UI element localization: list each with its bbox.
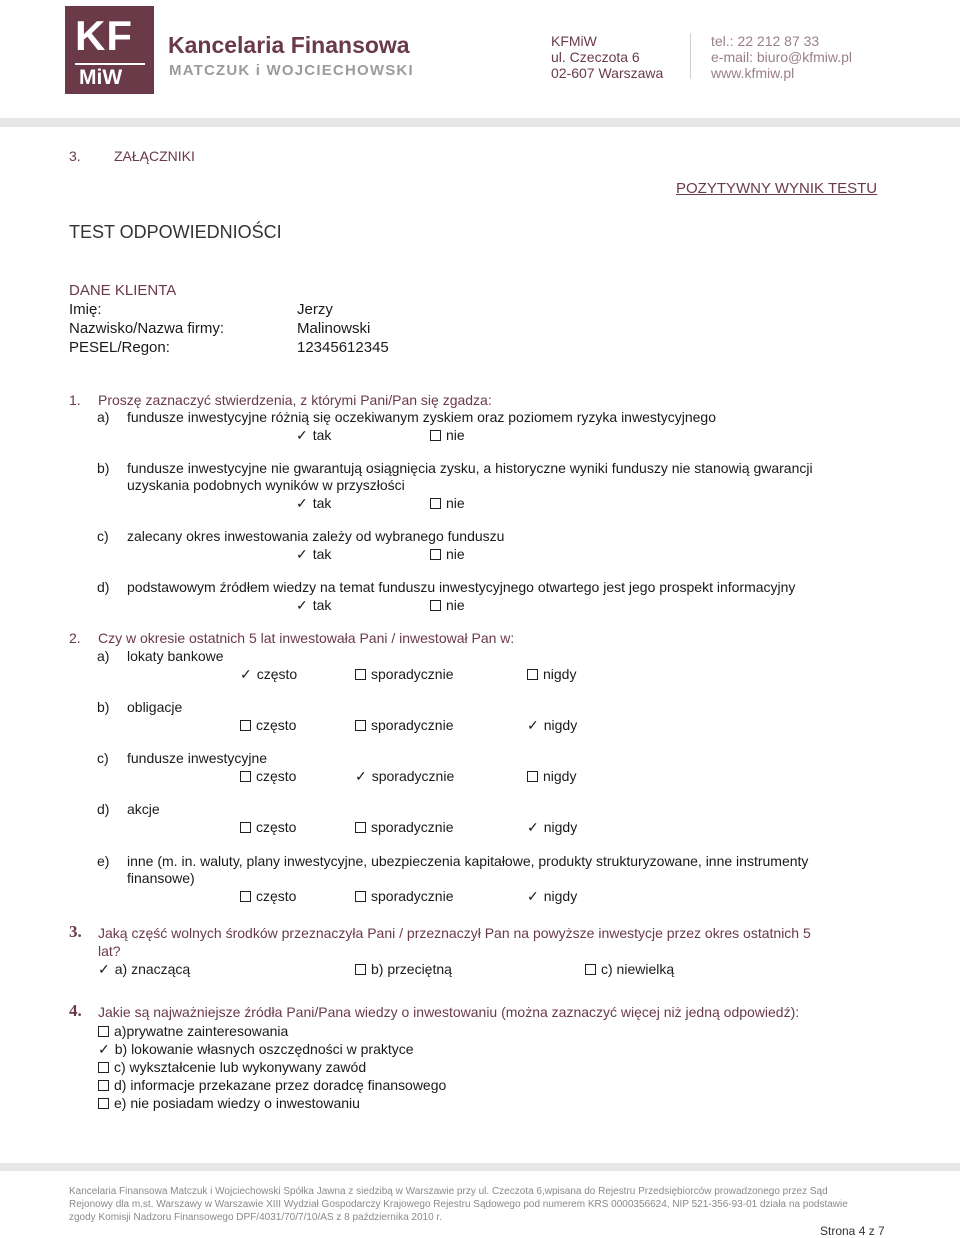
- q2-option-label: nigdy: [543, 666, 577, 682]
- q2-option-label: nigdy: [543, 819, 578, 835]
- checkbox-empty-icon[interactable]: [430, 549, 441, 560]
- contact-www[interactable]: www.kfmiw.pl: [711, 65, 795, 81]
- test-result: POZYTYWNY WYNIK TESTU: [676, 180, 878, 197]
- header-address: [551, 33, 663, 81]
- q1-option-yes-label: tak: [312, 427, 332, 443]
- checkbox-empty-icon[interactable]: [240, 720, 251, 731]
- q1-option-no-label: nie: [446, 597, 465, 613]
- q2-item-letter: b): [97, 699, 110, 715]
- checkmark-icon[interactable]: ✓: [296, 597, 308, 613]
- checkmark-icon[interactable]: ✓: [527, 717, 539, 733]
- q1-option-yes-label: tak: [312, 495, 332, 511]
- q2-option-label: często: [256, 666, 298, 682]
- q2-option[interactable]: [240, 768, 296, 784]
- q1-item-letter: a): [97, 409, 110, 425]
- q1-item-text: zalecany okres inwestowania zależy od wybranego funduszu: [127, 528, 505, 544]
- footer-line-1: Kancelaria Finansowa Matczuk i Wojciechowski Spółka Jawna z siedzibą w Warszawie przy ul. Czeczota 6,wpisana do Rejestru Przedsiębiorców prowadzonego przez Sąd: [69, 1186, 828, 1197]
- checkbox-empty-icon[interactable]: [355, 720, 366, 731]
- checkbox-empty-icon[interactable]: [430, 430, 441, 441]
- q1-text: Proszę zaznaczyć stwierdzenia, z którymi Pani/Pan się zgadza:: [98, 392, 492, 408]
- q4-option-label: d) informacje przekazane przez doradcę finansowego: [114, 1077, 447, 1093]
- checkbox-empty-icon[interactable]: [430, 498, 441, 509]
- footer-line-2: Rejonowy dla m.st. Warszawy w Warszawie XIII Wydział Gospodarczy Krajowego Rejestru Sądowego pod numerem KRS 0000356624, NIP 521-356-93-01 działa na podstawie: [69, 1199, 848, 1210]
- q2-option-label: nigdy: [543, 717, 578, 733]
- q2-option[interactable]: [355, 888, 454, 904]
- client-surname-value: Malinowski: [297, 320, 371, 337]
- company-name: Kancelaria Finansowa: [168, 32, 410, 58]
- q4-option[interactable]: [98, 1077, 446, 1093]
- client-name-value: Jerzy: [297, 301, 333, 318]
- q2-item-text: lokaty bankowe: [127, 648, 224, 664]
- q4-option-label: b) lokowanie własnych oszczędności w praktyce: [114, 1041, 414, 1057]
- checkbox-empty-icon[interactable]: [98, 1026, 109, 1037]
- q4-option[interactable]: [98, 1023, 288, 1039]
- q2-option-label: często: [256, 888, 297, 904]
- checkbox-empty-icon[interactable]: [355, 891, 366, 902]
- q4-option-label: e) nie posiadam wiedzy o inwestowaniu: [114, 1095, 360, 1111]
- q2-option[interactable]: [527, 717, 577, 734]
- checkmark-icon[interactable]: ✓: [240, 666, 252, 682]
- q4-option-label: c) wykształcenie lub wykonywany zawód: [114, 1059, 367, 1075]
- q4-option[interactable]: [98, 1095, 360, 1111]
- q1-option-no-label: nie: [446, 495, 465, 511]
- q2-option-label: sporadycznie: [371, 819, 454, 835]
- q2-option-label: nigdy: [543, 888, 578, 904]
- checkbox-empty-icon[interactable]: [98, 1062, 109, 1073]
- q2-option[interactable]: [240, 717, 296, 733]
- q3-option-label: c) niewielką: [601, 961, 675, 977]
- checkbox-empty-icon[interactable]: [98, 1080, 109, 1091]
- q2-option[interactable]: [527, 819, 577, 836]
- company-logo: [65, 6, 154, 94]
- q2-number: 2.: [69, 630, 81, 646]
- q4-option[interactable]: [98, 1059, 366, 1075]
- address-line-3: 02-607 Warszawa: [551, 65, 664, 81]
- checkbox-empty-icon[interactable]: [98, 1098, 109, 1109]
- q1-option-no[interactable]: [430, 495, 465, 511]
- checkmark-icon[interactable]: ✓: [98, 1041, 110, 1057]
- q2-option[interactable]: [355, 666, 454, 682]
- checkmark-icon[interactable]: ✓: [527, 819, 539, 835]
- checkmark-icon[interactable]: ✓: [355, 768, 367, 784]
- q3-option[interactable]: [98, 961, 190, 978]
- q2-option[interactable]: [527, 888, 577, 905]
- q2-item-letter: a): [97, 648, 110, 664]
- q3-line1: Jaką część wolnych środków przeznaczyła Pani / przeznaczył Pan na powyższe inwestycje przez okres ostatnich 5: [98, 925, 811, 941]
- q2-option-label: sporadycznie: [371, 717, 454, 733]
- checkbox-empty-icon[interactable]: [240, 822, 251, 833]
- q1-number: 1.: [69, 392, 81, 408]
- header-contact: [711, 33, 852, 81]
- client-pesel-value: 12345612345: [297, 339, 389, 356]
- q2-item-text: obligacje: [127, 699, 183, 715]
- page-number: Strona 4 z 7: [820, 1224, 885, 1238]
- q1-item-text: fundusze inwestycyjne nie gwarantują osiągnięcia zysku, a historyczne wyniki funduszy nie stanowią gwarancji: [127, 460, 813, 476]
- q2-option[interactable]: [240, 819, 296, 835]
- client-surname-label: Nazwisko/Nazwa firmy:: [69, 320, 225, 337]
- q2-option[interactable]: [527, 768, 576, 784]
- q3-option[interactable]: [355, 961, 452, 977]
- contact-tel: tel.: 22 212 87 33: [711, 33, 820, 49]
- q2-option-label: często: [256, 717, 297, 733]
- header-divider: [690, 33, 691, 79]
- logo-miw-text: MiW: [79, 66, 123, 89]
- checkmark-icon[interactable]: ✓: [296, 427, 308, 443]
- q2-option-label: sporadycznie: [371, 888, 454, 904]
- q4-text: Jakie są najważniejsze źródła Pani/Pana wiedzy o inwestowaniu (można zaznaczyć więcej niż jedną odpowiedź):: [98, 1004, 800, 1020]
- checkbox-empty-icon[interactable]: [240, 771, 251, 782]
- q2-item-letter: e): [97, 853, 110, 869]
- checkmark-icon[interactable]: ✓: [98, 961, 110, 977]
- checkbox-empty-icon[interactable]: [585, 964, 596, 975]
- q1-option-yes-label: tak: [312, 546, 332, 562]
- q2-option-label: często: [256, 819, 297, 835]
- checkbox-empty-icon[interactable]: [430, 600, 441, 611]
- q2-option[interactable]: [355, 717, 454, 733]
- header-band: [0, 118, 960, 127]
- client-heading: DANE KLIENTA: [69, 282, 177, 299]
- address-line-1: KFMiW: [551, 33, 597, 49]
- q2-option-label: sporadycznie: [371, 666, 454, 682]
- q1-item-letter: c): [97, 528, 109, 544]
- q1-option-no[interactable]: [430, 597, 465, 613]
- q1-option-no[interactable]: [430, 546, 465, 562]
- q2-option[interactable]: [527, 666, 576, 682]
- q1-item-text: podstawowym źródłem wiedzy na temat funduszu inwestycyjnego otwartego jest jego prospekt informacyjny: [127, 579, 796, 595]
- q1-option-yes[interactable]: [296, 495, 331, 512]
- q2-item-text-cont: finansowe): [127, 870, 195, 886]
- section-title: ZAŁĄCZNIKI: [114, 148, 195, 164]
- q1-option-yes-label: tak: [312, 597, 332, 613]
- q3-option-label: b) przeciętną: [371, 961, 452, 977]
- logo-kf-text: KF: [75, 12, 133, 59]
- q2-item-text: akcje: [127, 801, 160, 817]
- q4-option-label: a)prywatne zainteresowania: [114, 1023, 289, 1039]
- checkmark-icon[interactable]: ✓: [296, 495, 308, 511]
- checkmark-icon[interactable]: ✓: [527, 888, 539, 904]
- checkbox-empty-icon[interactable]: [527, 669, 538, 680]
- q3-line2: lat?: [98, 943, 121, 959]
- q1-option-no-label: nie: [446, 427, 465, 443]
- q4-option[interactable]: [98, 1041, 414, 1058]
- q2-option[interactable]: [240, 888, 296, 904]
- footer-band: [0, 1163, 960, 1171]
- logo-divider: [75, 63, 145, 65]
- q1-item-letter: d): [97, 579, 110, 595]
- q1-option-no[interactable]: [430, 427, 465, 443]
- checkbox-empty-icon[interactable]: [240, 891, 251, 902]
- test-title: TEST ODPOWIEDNIOŚCI: [69, 222, 282, 242]
- q3-option-label: a) znaczącą: [114, 961, 191, 977]
- checkbox-empty-icon[interactable]: [355, 669, 366, 680]
- q2-option-label: nigdy: [543, 768, 577, 784]
- q2-item-letter: d): [97, 801, 110, 817]
- q3-number: 3.: [69, 922, 82, 941]
- q2-item-letter: c): [97, 750, 109, 766]
- q2-option-label: często: [256, 768, 297, 784]
- contact-email[interactable]: e-mail: biuro@kfmiw.pl: [711, 49, 853, 65]
- checkbox-empty-icon[interactable]: [355, 964, 366, 975]
- checkmark-icon[interactable]: ✓: [296, 546, 308, 562]
- q2-option-label: sporadycznie: [371, 768, 455, 784]
- client-name-label: Imię:: [69, 301, 102, 318]
- client-pesel-label: PESEL/Regon:: [69, 339, 170, 356]
- q3-option[interactable]: [585, 961, 674, 977]
- checkbox-empty-icon[interactable]: [355, 822, 366, 833]
- q1-option-no-label: nie: [446, 546, 465, 562]
- q2-option[interactable]: [240, 666, 297, 683]
- q2-option[interactable]: [355, 819, 454, 835]
- q1-item-text: fundusze inwestycyjne różnią się oczekiwanym zyskiem oraz poziomem ryzyka inwestycyjnego: [127, 409, 717, 425]
- q1-item-text-cont: uzyskania podobnych wyników w przyszłości: [127, 477, 405, 493]
- q1-option-yes[interactable]: [296, 546, 331, 563]
- q1-item-letter: b): [97, 460, 110, 476]
- q2-item-text: fundusze inwestycyjne: [127, 750, 268, 766]
- q1-option-yes[interactable]: [296, 597, 331, 614]
- q2-item-text: inne (m. in. waluty, plany inwestycyjne, ubezpieczenia kapitałowe, produkty strukturyzowane, inne instrumenty: [127, 853, 809, 869]
- address-line-2: ul. Czeczota 6: [551, 49, 640, 65]
- q4-number: 4.: [69, 1001, 82, 1020]
- section-number: 3.: [69, 148, 81, 164]
- q1-option-yes[interactable]: [296, 427, 331, 444]
- checkbox-empty-icon[interactable]: [527, 771, 538, 782]
- company-subtitle: MATCZUK i WOJCIECHOWSKI: [169, 62, 414, 79]
- q2-option[interactable]: [355, 768, 454, 785]
- q2-text: Czy w okresie ostatnich 5 lat inwestowała Pani / inwestował Pan w:: [98, 630, 515, 646]
- footer-line-3: zgody Komisji Nadzoru Finansowego DPF/4031/70/7/10/AS z 8 października 2010 r.: [69, 1212, 442, 1223]
